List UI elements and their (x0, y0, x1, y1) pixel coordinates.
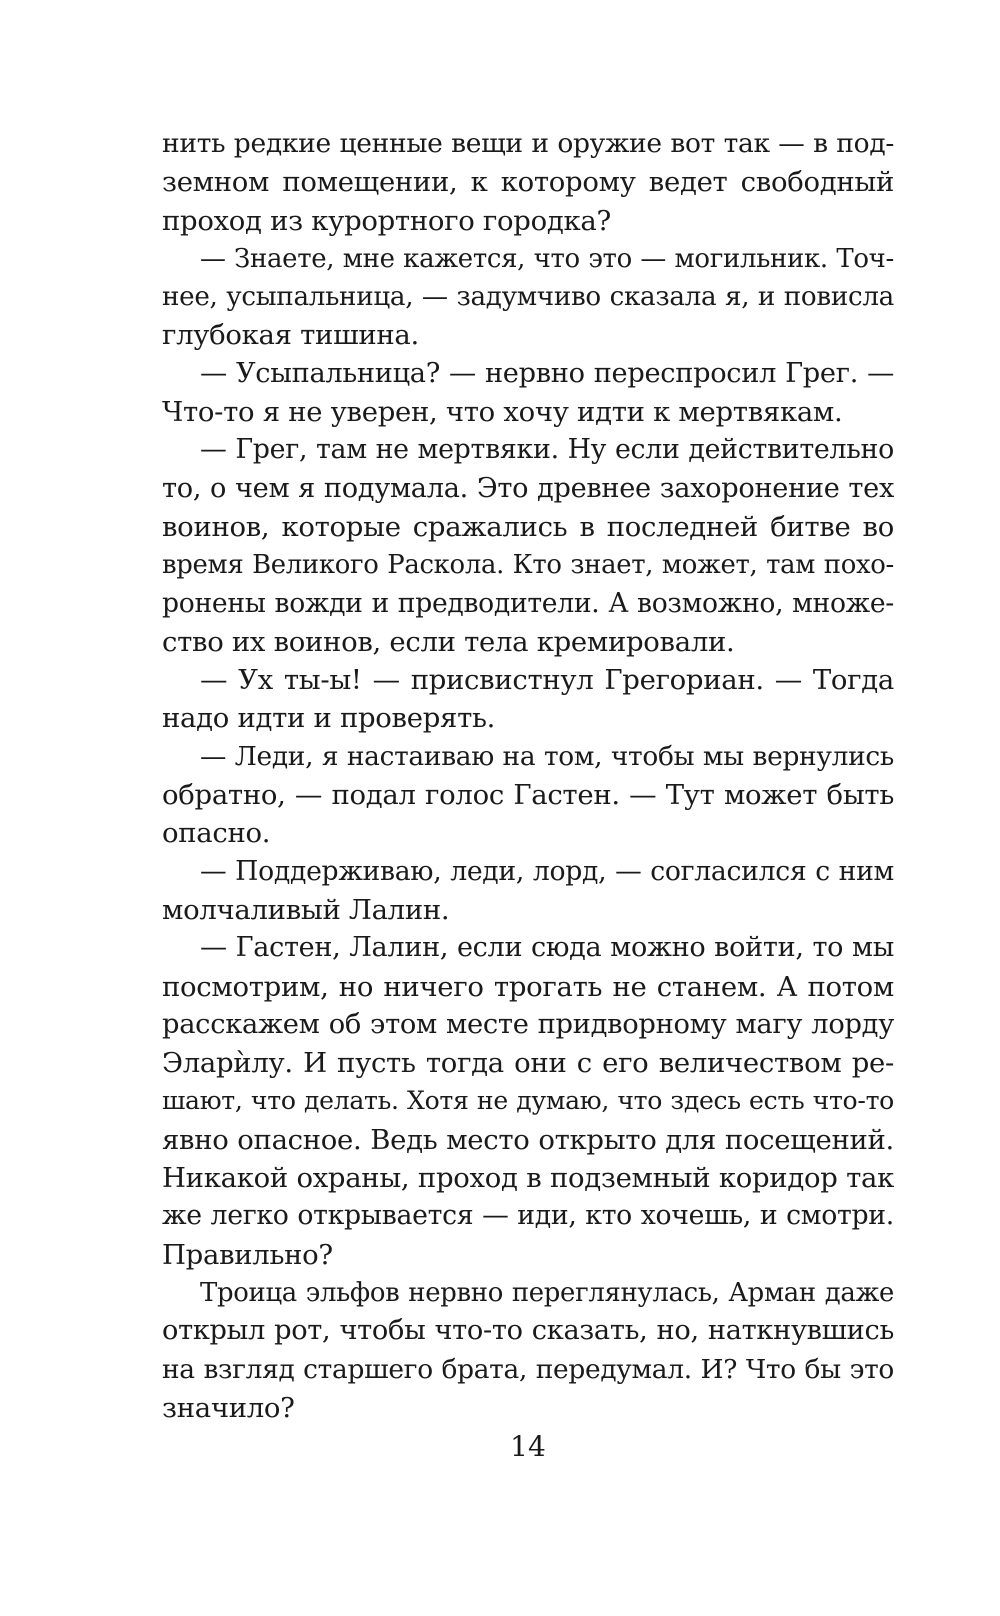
text-line: шают, что делать. Хотя не думаю, что здесь есть что-то (162, 1086, 894, 1116)
text-line: — Усыпальница? — нервно переспросил Грег. — (200, 357, 894, 389)
text-line: земном помещении, к которому ведет свободный (162, 166, 894, 199)
text-line: Эларѝлу. И пусть тогда они с его величеством ре- (162, 1047, 894, 1080)
text-line: значило? (162, 1391, 295, 1424)
text-line: Что-то я не уверен, что хочу идти к мертвякам. (162, 396, 843, 429)
text-line: ство их воинов, если тела кремировали. (162, 625, 735, 658)
text-line: глубокая тишина. (162, 319, 419, 352)
text-line: на взгляд старшего брата, передумал. И? Что бы это (162, 1353, 894, 1385)
text-line: то, о чем я подумала. Это древнее захоронение тех (162, 472, 894, 504)
text-line: воинов, которые сражались в последней битве во (162, 510, 894, 543)
text-line: явно опасное. Ведь место открыто для посещений. (162, 1123, 894, 1156)
text-line: открыл рот, чтобы что-то сказать, но, наткнувшись (162, 1315, 894, 1347)
text-line: опасно. (162, 817, 271, 850)
body-text (162, 125, 894, 1427)
text-line: проход из курортного городка? (162, 204, 611, 237)
text-line: — Леди, я настаиваю на том, чтобы мы вернулись (200, 740, 894, 772)
text-line: Троица эльфов нервно переглянулась, Арман даже (200, 1277, 894, 1308)
text-line: — Поддерживаю, леди, лорд, — согласился с ним (200, 855, 894, 887)
text-line: молчаливый Лалин. (162, 893, 450, 926)
text-line: нить редкие ценные вещи и оружие вот так — в под- (162, 128, 894, 159)
text-line: — Знаете, мне кажется, что это — могильник. Точ- (200, 243, 894, 274)
text-line: расскажем об этом месте придворному магу лорду (162, 1008, 894, 1040)
text-line: — Ух ты-ы! — присвистнул Грегориан. — Тогда (200, 664, 894, 697)
text-line: же легко открывается — иди, кто хочешь, и смотри. (162, 1200, 894, 1232)
text-line: надо идти и проверять. (162, 702, 496, 735)
text-line: Никакой охраны, проход в подземный коридор так (162, 1162, 894, 1195)
text-line: ронены вожди и предводители. А возможно, множе- (162, 587, 894, 619)
text-line: обратно, — подал голос Гастен. — Тут может быть (162, 779, 894, 812)
text-line: нее, усыпальница, — задумчиво сказала я, и повисла (162, 282, 894, 313)
page-number: 14 (510, 1430, 546, 1463)
text-line: Правильно? (162, 1238, 333, 1271)
text-line: — Грег, там не мертвяки. Ну если действительно (200, 434, 894, 466)
text-line: время Великого Раскола. Кто знает, может, там похо- (162, 550, 894, 581)
text-line: — Гастен, Лалин, если сюда можно войти, то мы (200, 932, 894, 964)
text-line: посмотрим, но ничего трогать не станем. А потом (162, 970, 894, 1003)
